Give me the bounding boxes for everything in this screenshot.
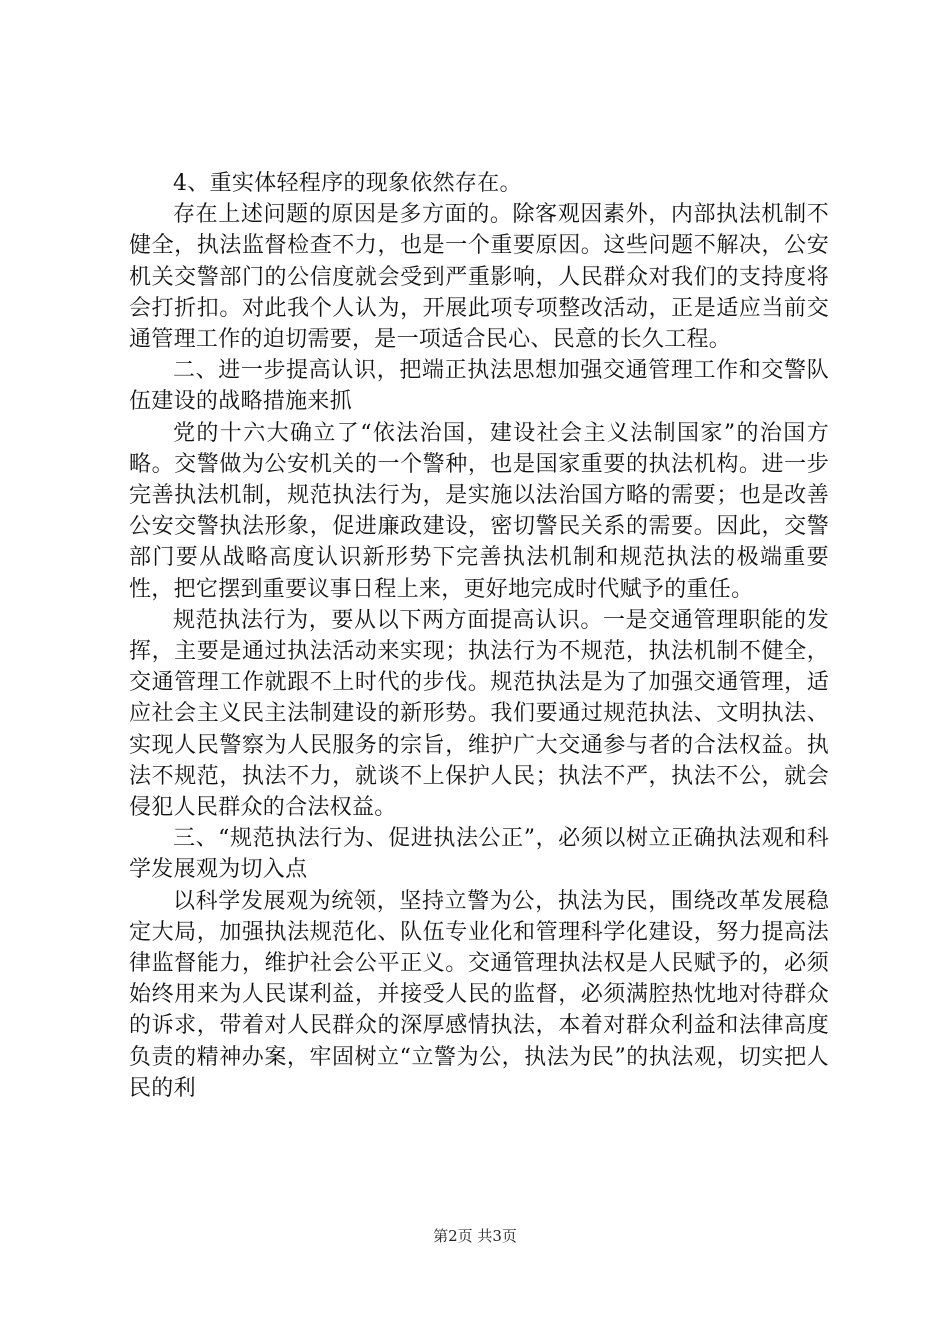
document-body [129, 168, 829, 1104]
paragraph: 规范执法行为，要从以下两方面提高认识。一是交通管理职能的发挥，主要是通过执法活动来实现；执法行为不规范，执法机制不健全，交通管理工作就跟不上时代的步伐。规范执法是为了加强交通管理，适应社会主义民主法制建设的新形势。我们要通过规范执法、文明执法、实现人民警察为人民服务的宗旨，维护广大交通参与者的合法权益。执法不规范，执法不力，就谈不上保护人民；执法不严，执法不公，就会侵犯人民群众的合法权益。 [129, 607, 829, 821]
paragraph: 存在上述问题的原因是多方面的。除客观因素外，内部执法机制不健全，执法监督检查不力，也是一个重要原因。这些问题不解决，公安机关交警部门的公信度就会受到严重影响，人民群众对我们的支持度将会打折扣。对此我个人认为，开展此项专项整改活动，正是适应当前交通管理工作的迫切需要，是一项适合民心、民意的长久工程。 [129, 202, 829, 353]
page-footer: 第2页 共3页 [433, 1227, 517, 1245]
paragraph: 以科学发展观为统领，坚持立警为公，执法为民，围绕改革发展稳定大局，加强执法规范化、队伍专业化和管理科学化建设，努力提高法律监督能力，维护社会公平正义。交通管理执法权是人民赋予的，必须始终用来为人民谋利益，并接受人民的监督，必须满腔热忱地对待群众的诉求，带着对人民群众的深厚感情执法，本着对群众利益和法律高度负责的精神办案，牢固树立“立警为公，执法为民”的执法观，切实把人民的利 [129, 888, 829, 1101]
paragraph: 党的十六大确立了“依法治国，建设社会主义法制国家”的治国方略。交警做为公安机关的一个警种，也是国家重要的执法机构。进一步完善执法机制，规范执法行为，是实施以法治国方略的需要；也是改善公安交警执法形象，促进廉政建设，密切警民关系的需要。因此，交警部门要从战略高度认识新形势下完善执法机制和规范执法的极端重要性，把它摆到重要议事日程上来，更好地完成时代赋予的重任。 [129, 420, 829, 602]
paragraph: 4、重实体轻程序的现象依然存在。 [173, 171, 522, 196]
section-heading: 二、进一步提高认识，把端正执法思想加强交通管理工作和交警队伍建设的战略措施来抓 [129, 358, 829, 415]
section-heading: 三、“规范执法行为、促进执法公正”，必须以树立正确执法观和科学发展观为切入点 [129, 826, 829, 883]
